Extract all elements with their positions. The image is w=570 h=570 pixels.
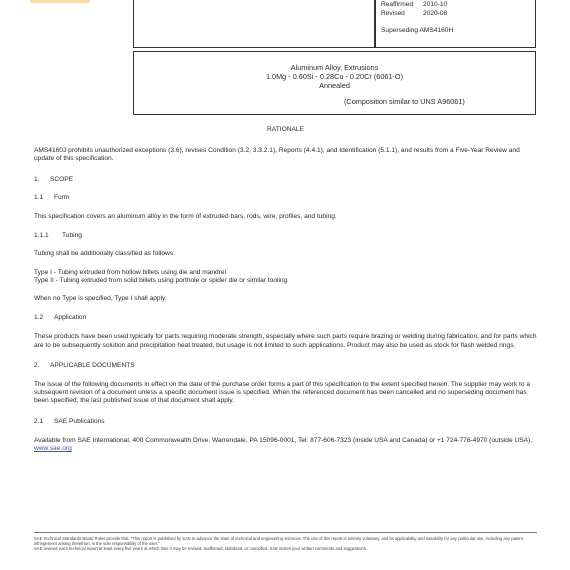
tubing-type-default: When no Type is specified, Type I shall apply.: [34, 295, 167, 303]
title-line-2: 1.0Mg - 0.60Si - 0.28Cu - 0.20Cr (6061-O): [265, 72, 404, 81]
header-divider: [374, 0, 376, 48]
footer-line-2: SAE reviews each technical report at least every five years at which time it may be revised, reaffirmed, stabilized, or cancelled. SAE invites your written comments and suggestions.: [34, 546, 367, 551]
section-1-1-title: Form: [54, 193, 70, 201]
section-1-2-heading: [34, 314, 537, 322]
superseding-note: Superseding AMS4160H: [381, 27, 454, 34]
section-2-title: APPLICABLE DOCUMENTS: [50, 361, 135, 369]
footer-divider: [34, 532, 537, 533]
tubing-intro: Tubing shall be additionally classified as follows:: [34, 250, 175, 258]
sae-publications-text: [34, 437, 537, 453]
section-2-number: 2.: [34, 361, 40, 369]
section-1-1-number: 1.1: [34, 193, 44, 201]
reaffirmed-date: 2010-10: [423, 1, 448, 8]
rationale-text: AMS4160J prohibits unauthorized exceptions (3.6), revises Condition (3.2, 3.3.2.1), Reports (4.4.1), and Identification (5.1.1), and results from a Five-Year Review and update of this specification.: [34, 147, 520, 163]
revised-date: 2020-08: [423, 10, 448, 17]
tubing-type-2: Type II - Tubing extruded from solid billets using porthole or spider die or similar tooling: [34, 276, 288, 284]
header-box: [133, 0, 536, 48]
document-body: [34, 126, 537, 453]
section-2-1-number: 2.1: [34, 417, 44, 425]
reaffirmed-label: Reaffirmed: [381, 1, 414, 8]
sae-address: Available from SAE International, 400 Commonwealth Drive, Warrendale, PA 15096-0001, Tel: 877-606-7323 (inside USA and Canada) or +1 724-776-4970 (outside USA),: [34, 436, 533, 444]
title-line-3: Annealed: [319, 81, 350, 90]
rationale-heading: RATIONALE: [267, 126, 304, 133]
composition-note: (Composition similar to UNS A96061): [344, 97, 465, 106]
footer-line-1: SAE Technical Standards Board Rules provide that: "This report is published by SAE to advance the state of technical and engineering sciences. The use of this report is entirely voluntary, and its applicability and suitability for any particular use, including any patent infringement arising therefrom, is the sole responsibility of the user.": [34, 536, 523, 546]
title-line-1: Aluminum Alloy, Extrusions: [290, 63, 379, 72]
sae-logo-fragment: [30, 0, 90, 3]
section-1-1-1-heading: [34, 232, 537, 240]
revised-label: Revised: [381, 10, 405, 17]
section-1-1-1-number: 1.1.1: [34, 232, 49, 240]
sae-website-link[interactable]: www.sae.org: [34, 445, 72, 453]
section-1-title: SCOPE: [50, 175, 74, 183]
section-1-2-title: Application: [54, 314, 87, 322]
form-text: This specification covers an aluminum alloy in the form of extruded bars, rods, wire, profiles, and tubing.: [34, 213, 337, 221]
section-1-1-1-title: Tubing: [62, 232, 82, 240]
tubing-type-1: Type I - Tubing extruded from hollow billets using die and mandrel: [34, 268, 227, 276]
section-1-2-number: 1.2: [34, 314, 44, 322]
section-2-heading: [34, 362, 537, 370]
footer: [34, 536, 537, 551]
application-text: These products have been used typically for parts requiring moderate strength, especially where such parts require brazing or welding during fabrication, and for parts which are to be subsequently solution and precipitation heat treated, but usage is not limited to such applications. Product may also be used as stock for flash welded rings.: [34, 333, 537, 349]
title-box: [133, 51, 536, 115]
section-1-heading: [34, 176, 537, 184]
section-2-1-title: SAE Publications: [54, 417, 105, 425]
applicable-text: The issue of the following documents in effect on the date of the purchase order forms a part of this specification to the extent specified herein. The supplier may work to a subsequent revision of a document unless a specific document issue is specified. When the referenced document has been cancelled and no superseding document has been specified, the last published issue of that document shall apply.: [34, 381, 531, 405]
reaffirmed-row: [381, 0, 453, 9]
section-1-number: 1.: [34, 175, 40, 183]
revision-info: [381, 0, 453, 35]
revised-row: [381, 9, 453, 18]
section-2-1-heading: [34, 418, 537, 426]
section-1-1-heading: [34, 194, 537, 202]
